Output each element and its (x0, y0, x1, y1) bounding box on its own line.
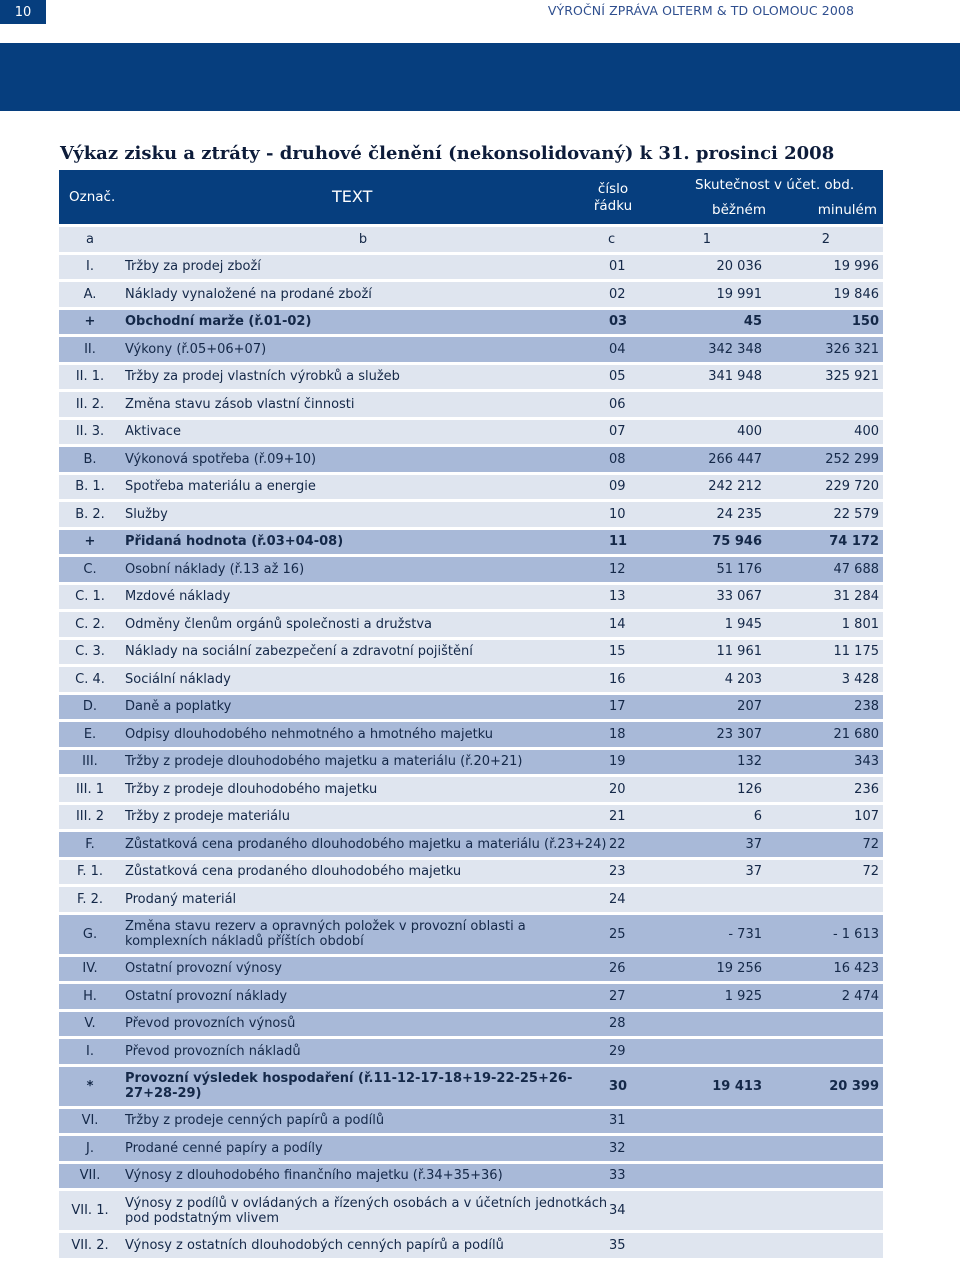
row-current-value: 24 235 (716, 506, 762, 522)
header-previous: minulém (817, 202, 877, 218)
row-current-value: 51 176 (716, 561, 762, 577)
row-previous-value: 107 (854, 809, 879, 825)
page-number: 10 (0, 0, 46, 24)
row-mark: D. (82, 699, 98, 715)
row-line-number: 25 (609, 926, 626, 942)
row-text: Tržby z prodeje cenných papírů a podílů (125, 1113, 385, 1129)
profit-loss-table (59, 170, 883, 1258)
header-current: běžném (712, 202, 766, 218)
row-text: Zůstatková cena prodaného dlouhodobého majetku a materiálu (ř.23+24) (125, 836, 607, 852)
row-current-value: 33 067 (716, 589, 762, 605)
row-text: Provozní výsledek hospodaření (ř.11-12-17-18+19-22-25+26-27+28-29) (125, 1071, 573, 1101)
row-line-number: 01 (609, 259, 626, 275)
table-row (59, 612, 883, 637)
row-line-number: 31 (609, 1113, 626, 1129)
row-text: Tržby z prodeje materiálu (125, 809, 290, 825)
row-mark: C. 4. (75, 671, 105, 687)
row-text: Obchodní marže (ř.01-02) (125, 314, 312, 330)
row-line-number: 26 (609, 961, 626, 977)
header-text: TEXT (332, 187, 373, 206)
row-current-value: 400 (737, 424, 762, 440)
row-text: Převod provozních nákladů (125, 1043, 301, 1059)
row-mark: VII. 1. (71, 1203, 109, 1218)
table-row (59, 984, 883, 1009)
table-row (59, 337, 883, 362)
row-text: Tržby za prodej zboží (125, 259, 261, 275)
header-mark: Označ. (69, 189, 116, 205)
row-previous-value: 21 680 (833, 726, 879, 742)
row-line-number: 30 (609, 1078, 628, 1094)
row-current-value: 23 307 (716, 726, 762, 742)
table-row (59, 1136, 883, 1161)
letter-2: 2 (821, 231, 830, 247)
row-mark: H. (83, 988, 97, 1004)
row-previous-value: 31 284 (833, 589, 879, 605)
table-row (59, 392, 883, 417)
row-previous-value: 19 846 (833, 286, 879, 302)
table-row (59, 255, 883, 280)
row-text: Tržby z prodeje dlouhodobého majetku (125, 781, 378, 797)
row-line-number: 18 (609, 726, 626, 742)
row-line-number: 32 (609, 1140, 626, 1156)
table-row (59, 750, 883, 775)
row-current-value: 1 925 (724, 988, 762, 1004)
row-text: Výnosy z dlouhodobého finančního majetku (ř.34+35+36) (125, 1168, 503, 1184)
row-text: Prodané cenné papíry a podíly (125, 1140, 323, 1156)
row-line-number: 34 (609, 1203, 626, 1218)
row-previous-value: 238 (854, 699, 879, 715)
row-mark: IV. (82, 961, 98, 977)
table-header (59, 170, 883, 224)
row-text: Služby (125, 506, 168, 522)
row-mark: B. 2. (75, 506, 105, 522)
row-text: Výkonová spotřeba (ř.09+10) (125, 451, 317, 467)
row-current-value: 19 256 (716, 961, 762, 977)
row-line-number: 23 (609, 864, 626, 880)
row-text: Převod provozních výnosů (125, 1016, 296, 1032)
row-mark: B. 1. (75, 479, 105, 495)
row-line-number: 07 (609, 424, 626, 440)
row-previous-value: 19 996 (833, 259, 879, 275)
table-row (59, 475, 883, 500)
table-row (59, 1012, 883, 1037)
letter-c: c (608, 231, 616, 247)
row-mark: V. (84, 1016, 96, 1032)
row-text: Mzdové náklady (125, 589, 231, 605)
row-previous-value: 22 579 (833, 506, 879, 522)
table-row (59, 777, 883, 802)
row-previous-value: 150 (851, 314, 879, 330)
row-line-number: 35 (609, 1237, 626, 1253)
row-current-value: 37 (745, 864, 762, 880)
row-line-number: 21 (609, 809, 626, 825)
table-row (59, 1191, 883, 1230)
row-mark: + (84, 534, 96, 550)
row-mark: II. 2. (75, 396, 105, 412)
table-row (59, 502, 883, 527)
row-previous-value: - 1 613 (832, 926, 879, 942)
row-text: Tržby z prodeje dlouhodobého majetku a materiálu (ř.20+21) (125, 754, 523, 770)
row-text: Změna stavu rezerv a opravných položek v provozní oblasti a komplexních nákladů příštích období (125, 919, 526, 949)
row-text: Osobní náklady (ř.13 až 16) (125, 561, 305, 577)
table-row (59, 585, 883, 610)
table-row (59, 722, 883, 747)
table-row (59, 832, 883, 857)
row-previous-value: 325 921 (825, 369, 879, 385)
row-line-number: 24 (609, 891, 626, 907)
row-mark: I. (86, 1043, 94, 1059)
row-line-number: 19 (609, 754, 626, 770)
row-previous-value: 2 474 (841, 988, 879, 1004)
row-previous-value: 47 688 (833, 561, 879, 577)
table-row (59, 1039, 883, 1064)
header-line-number (593, 181, 633, 215)
row-line-number: 17 (609, 699, 626, 715)
row-mark: F. 2. (76, 891, 104, 907)
row-line-number: 05 (609, 369, 626, 385)
column-letters-row (59, 227, 883, 252)
row-mark: C. 2. (75, 616, 105, 632)
row-line-number: 03 (609, 314, 628, 330)
row-text: Výkony (ř.05+06+07) (125, 341, 267, 357)
row-text: Daně a poplatky (125, 699, 232, 715)
row-previous-value: 16 423 (833, 961, 879, 977)
header-actual: Skutečnost v účet. obd. (695, 177, 855, 193)
row-line-number: 14 (609, 616, 626, 632)
row-current-value: 242 212 (708, 479, 762, 495)
row-mark: F. (85, 836, 95, 852)
table-row (59, 420, 883, 445)
running-title: VÝROČNÍ ZPRÁVA OLTERM & TD OLOMOUC 2008 (547, 3, 854, 18)
row-line-number: 02 (609, 286, 626, 302)
row-text: Odměny členům orgánů společnosti a družstva (125, 616, 432, 632)
row-previous-value: 236 (854, 781, 879, 797)
row-previous-value: 252 299 (825, 451, 879, 467)
header-banner (0, 43, 960, 111)
row-previous-value: 229 720 (825, 479, 879, 495)
row-text: Aktivace (125, 424, 181, 440)
row-mark: + (84, 314, 96, 330)
row-current-value: 45 (743, 314, 762, 330)
header-line-bottom: řádku (593, 198, 633, 214)
row-line-number: 06 (609, 396, 626, 412)
row-line-number: 33 (609, 1168, 626, 1184)
row-line-number: 11 (609, 534, 628, 550)
row-mark: J. (86, 1140, 94, 1156)
table-row (59, 1067, 883, 1106)
letter-1: 1 (702, 231, 711, 247)
row-mark: VII. 2. (71, 1237, 109, 1253)
row-current-value: 75 946 (712, 534, 762, 550)
table-row (59, 447, 883, 472)
row-line-number: 12 (609, 561, 626, 577)
header-line-top: číslo (597, 181, 629, 197)
row-current-value: - 731 (728, 926, 762, 942)
row-line-number: 08 (609, 451, 626, 467)
row-line-number: 15 (609, 644, 626, 660)
row-mark: I. (86, 259, 94, 275)
row-current-value: 207 (737, 699, 762, 715)
row-previous-value: 3 428 (841, 671, 879, 687)
table-row (59, 667, 883, 692)
row-current-value: 11 961 (716, 644, 762, 660)
row-mark: * (86, 1078, 94, 1094)
table-row (59, 957, 883, 982)
row-mark: II. 3. (75, 424, 105, 440)
row-text: Náklady na sociální zabezpečení a zdravotní pojištění (125, 644, 473, 660)
table-row (59, 805, 883, 830)
row-previous-value: 20 399 (829, 1078, 879, 1094)
row-mark: F. 1. (76, 864, 104, 880)
table-row (59, 1233, 883, 1258)
row-line-number: 13 (609, 589, 626, 605)
row-current-value: 19 991 (716, 286, 762, 302)
row-line-number: 09 (609, 479, 626, 495)
letter-a: a (86, 231, 94, 247)
row-mark: A. (83, 286, 97, 302)
row-text: Spotřeba materiálu a energie (125, 479, 316, 495)
row-line-number: 10 (609, 506, 626, 522)
row-current-value: 266 447 (708, 451, 762, 467)
row-mark: III. 2 (75, 809, 105, 825)
row-text: Prodaný materiál (125, 891, 237, 907)
row-current-value: 342 348 (708, 341, 762, 357)
row-mark: VI. (81, 1113, 99, 1129)
letter-b: b (358, 231, 368, 247)
row-previous-value: 326 321 (825, 341, 879, 357)
row-text: Výnosy z podílů v ovládaných a řízených osobách a v účetních jednotkách pod podstatným vlivem (125, 1195, 608, 1226)
row-mark: III. (82, 754, 98, 770)
report-title: Výkaz zisku a ztráty - druhové členění (nekonsolidovaný) k 31. prosinci 2008 (60, 143, 835, 164)
table-row (59, 640, 883, 665)
row-mark: II. (84, 341, 96, 357)
table-row (59, 365, 883, 390)
row-current-value: 20 036 (716, 259, 762, 275)
table-row (59, 860, 883, 885)
row-line-number: 29 (609, 1043, 626, 1059)
table-row (59, 557, 883, 582)
table-row (59, 915, 883, 954)
row-previous-value: 400 (854, 424, 879, 440)
row-text: Odpisy dlouhodobého nehmotného a hmotného majetku (125, 726, 494, 742)
row-current-value: 126 (737, 781, 762, 797)
row-current-value: 341 948 (708, 369, 762, 385)
row-current-value: 132 (737, 754, 762, 770)
row-line-number: 04 (609, 341, 626, 357)
table-row (59, 310, 883, 335)
row-text: Tržby za prodej vlastních výrobků a služeb (125, 369, 400, 385)
row-line-number: 28 (609, 1016, 626, 1032)
table-row (59, 1109, 883, 1134)
row-text: Zůstatková cena prodaného dlouhodobého majetku (125, 864, 462, 880)
row-text: Ostatní provozní výnosy (125, 961, 282, 977)
row-current-value: 19 413 (712, 1078, 762, 1094)
row-mark: E. (83, 726, 97, 742)
table-row (59, 887, 883, 912)
row-text: Ostatní provozní náklady (125, 988, 288, 1004)
row-previous-value: 72 (862, 864, 879, 880)
table-row (59, 530, 883, 555)
row-line-number: 20 (609, 781, 626, 797)
row-previous-value: 343 (854, 754, 879, 770)
row-text: Přidaná hodnota (ř.03+04-08) (125, 534, 344, 550)
row-mark: B. (83, 451, 97, 467)
row-line-number: 22 (609, 836, 626, 852)
row-line-number: 16 (609, 671, 626, 687)
row-mark: III. 1 (75, 781, 105, 797)
row-mark: II. 1. (75, 369, 105, 385)
table-row (59, 282, 883, 307)
row-mark: VII. (79, 1168, 101, 1184)
row-current-value: 6 (753, 809, 762, 825)
row-previous-value: 72 (862, 836, 879, 852)
row-previous-value: 11 175 (833, 644, 879, 660)
row-mark: C. 1. (75, 589, 105, 605)
row-previous-value: 1 801 (841, 616, 879, 632)
row-current-value: 37 (745, 836, 762, 852)
row-text: Náklady vynaložené na prodané zboží (125, 286, 372, 302)
table-row (59, 1164, 883, 1189)
row-text: Sociální náklady (125, 671, 231, 687)
row-text: Výnosy z ostatních dlouhodobých cenných papírů a podílů (125, 1237, 504, 1253)
row-mark: G. (82, 926, 98, 942)
row-current-value: 4 203 (724, 671, 762, 687)
row-mark: C. 3. (75, 644, 105, 660)
table-row (59, 695, 883, 720)
row-line-number: 27 (609, 988, 626, 1004)
row-text: Změna stavu zásob vlastní činnosti (125, 396, 355, 412)
row-mark: C. (83, 561, 97, 577)
row-previous-value: 74 172 (829, 534, 879, 550)
row-current-value: 1 945 (724, 616, 762, 632)
